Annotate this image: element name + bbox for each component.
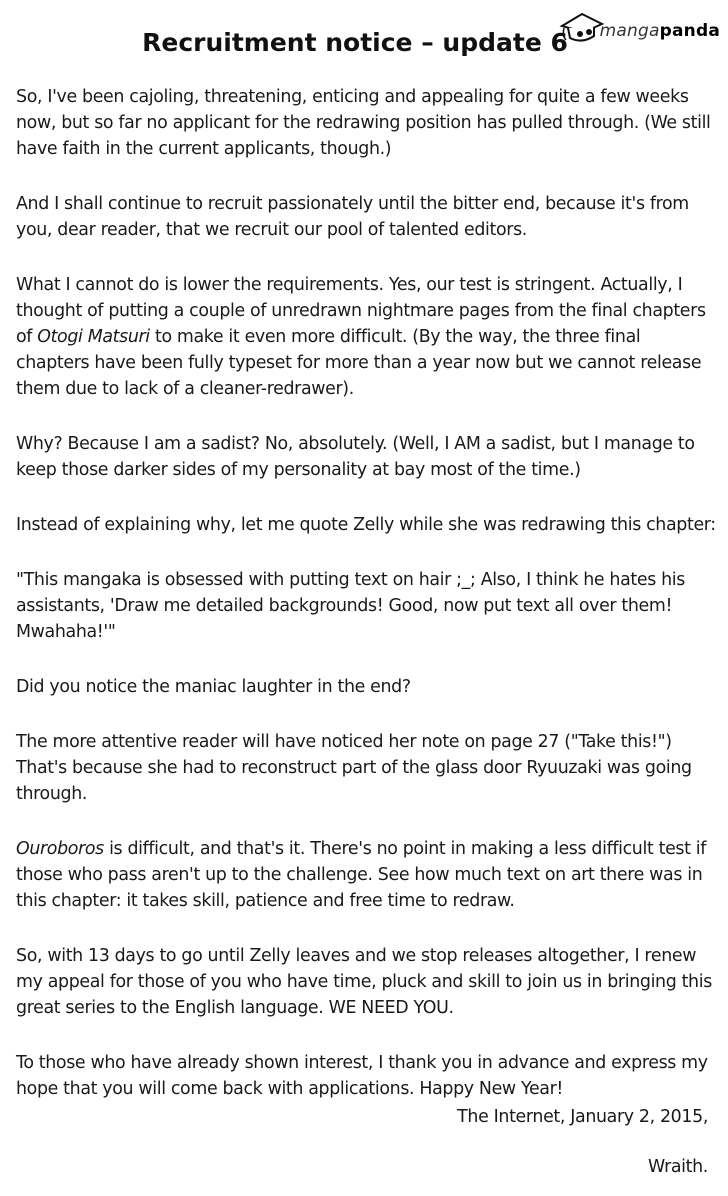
- paragraph-text: So, with 13 days to go until Zelly leaves and we stop releases altogether, I renew my appeal for those of you who have time, pluck and skill to join us in bringing this great series to the English language. WE NEED YOU.: [16, 946, 712, 1018]
- paragraph-text: What I cannot do is lower the requirements. Yes, our test is stringent. Actually, I thought of putting a couple of unredrawn nightmare pages from the final chapters of: [16, 275, 706, 347]
- paragraph-text: The more attentive reader will have noticed her note on page 27 ("Take this!") That's because she had to reconstruct part of the glass door Ryuuzaki was going through.: [16, 732, 692, 804]
- title-italic: Ouroboros: [16, 839, 104, 859]
- paragraph: [16, 512, 716, 538]
- signature-name: Wraith.: [648, 1157, 708, 1177]
- paragraph-text: To those who have already shown interest, I thank you in advance and express my hope that you will come back with applications. Happy New Year!: [16, 1053, 708, 1099]
- paragraph-text: Did you notice the maniac laughter in the end?: [16, 677, 411, 697]
- paragraph-text: to make it even more difficult. (By the way, the three final chapters have been fully typeset for more than a year now but we cannot release them due to lack of a cleaner-redrawer).: [16, 327, 702, 399]
- paragraph-text: is difficult, and that's it. There's no point in making a less difficult test if those who pass aren't up to the challenge. See how much text on art there was in this chapter: it takes skill, patience and free time to redraw.: [16, 839, 707, 911]
- logo-panda-text: panda: [659, 21, 720, 41]
- paragraph: [16, 431, 716, 483]
- notice-body: [16, 84, 716, 1131]
- paragraph: [16, 567, 716, 645]
- paragraph-text: Instead of explaining why, let me quote Zelly while she was redrawing this chapter:: [16, 515, 716, 535]
- signature-place-date: The Internet, January 2, 2015,: [457, 1107, 708, 1127]
- page-title: Recruitment notice – update 6: [142, 28, 568, 57]
- title-italic: Otogi Matsuri: [37, 327, 150, 347]
- paragraph: [16, 272, 716, 402]
- paragraph-text: "This mangaka is obsessed with putting text on hair ;_; Also, I think he hates his assistants, 'Draw me detailed backgrounds! Good, now put text all over them! Mwahaha!'": [16, 570, 685, 642]
- paragraph-text: And I shall continue to recruit passionately until the bitter end, because it's from you, dear reader, that we recruit our pool of talented editors.: [16, 194, 689, 240]
- paragraph: [16, 674, 716, 700]
- paragraph-text: Why? Because I am a sadist? No, absolutely. (Well, I AM a sadist, but I manage to keep those darker sides of my personality at bay most of the time.): [16, 434, 695, 480]
- paragraph: [16, 84, 716, 162]
- paragraph: [16, 191, 716, 243]
- paragraph: [16, 1050, 716, 1102]
- paragraph-text: So, I've been cajoling, threatening, enticing and appealing for quite a few weeks now, but so far no applicant for the redrawing position has pulled through. (We still have faith in the current applicants, though.): [16, 87, 711, 159]
- paragraph: [16, 729, 716, 807]
- paragraph: [16, 943, 716, 1021]
- logo-manga-text: manga: [599, 21, 660, 41]
- paragraph: [16, 836, 716, 914]
